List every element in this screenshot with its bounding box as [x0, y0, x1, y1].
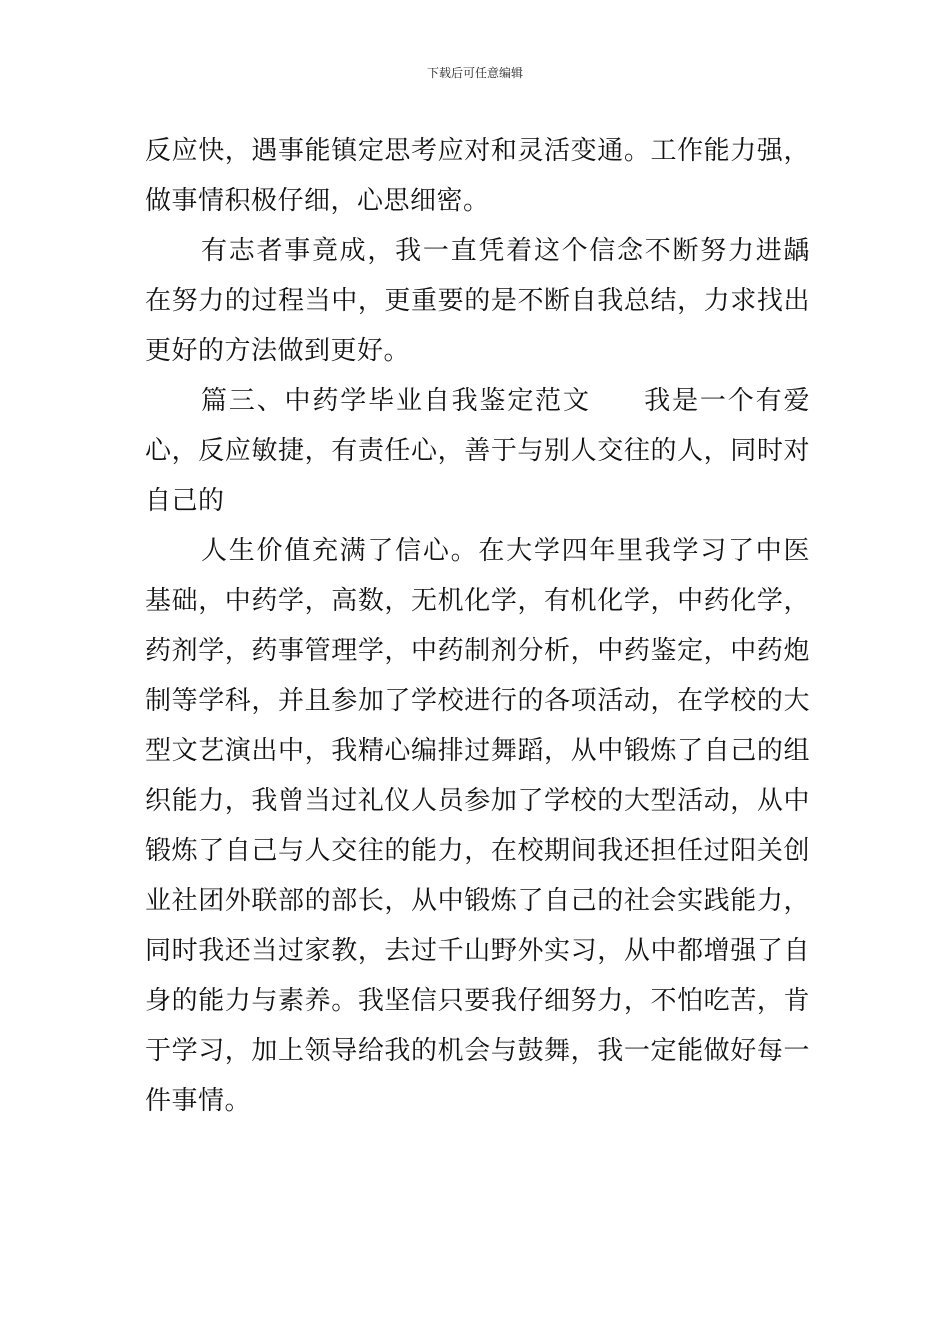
paragraph-1: 反应快，遇事能镇定思考应对和灵活变通。工作能力强，做事情积极仔细，心思细密。 [145, 136, 810, 216]
page-header: 下载后可任意编辑 [426, 66, 523, 80]
document-body [145, 126, 810, 1126]
paragraph-3 [145, 376, 810, 526]
section-title: 篇三、中药学毕业自我鉴定范文 [201, 386, 591, 416]
paragraph-2: 有志者事竟成，我一直凭着这个信念不断努力进龋在努力的过程当中，更重要的是不断自我总结，力求找出更好的方法做到更好。 [145, 236, 810, 366]
section-intro: 我是一个有爱心，反应敏捷，有责任心，善于与别人交往的人，同时对自己的 [145, 386, 810, 516]
paragraph-4: 人生价值充满了信心。在大学四年里我学习了中医基础，中药学，高数，无机化学，有机化学，中药化学，药剂学，药事管理学，中药制剂分析，中药鉴定，中药炮制等学科，并且参加了学校进行的各项活动，在学校的大型文艺演出中，我精心编排过舞蹈，从中锻炼了自己的组织能力，我曾当过礼仪人员参加了学校的大型活动，从中锻炼了自己与人交往的能力，在校期间我还担任过阳关创业社团外联部的部长，从中锻炼了自己的社会实践能力，同时我还当过家教，去过千山野外实习，从中都增强了自身的能力与素养。我坚信只要我仔细努力，不怕吃苦，肯于学习，加上领导给我的机会与鼓舞，我一定能做好每一件事情。 [145, 536, 810, 1116]
